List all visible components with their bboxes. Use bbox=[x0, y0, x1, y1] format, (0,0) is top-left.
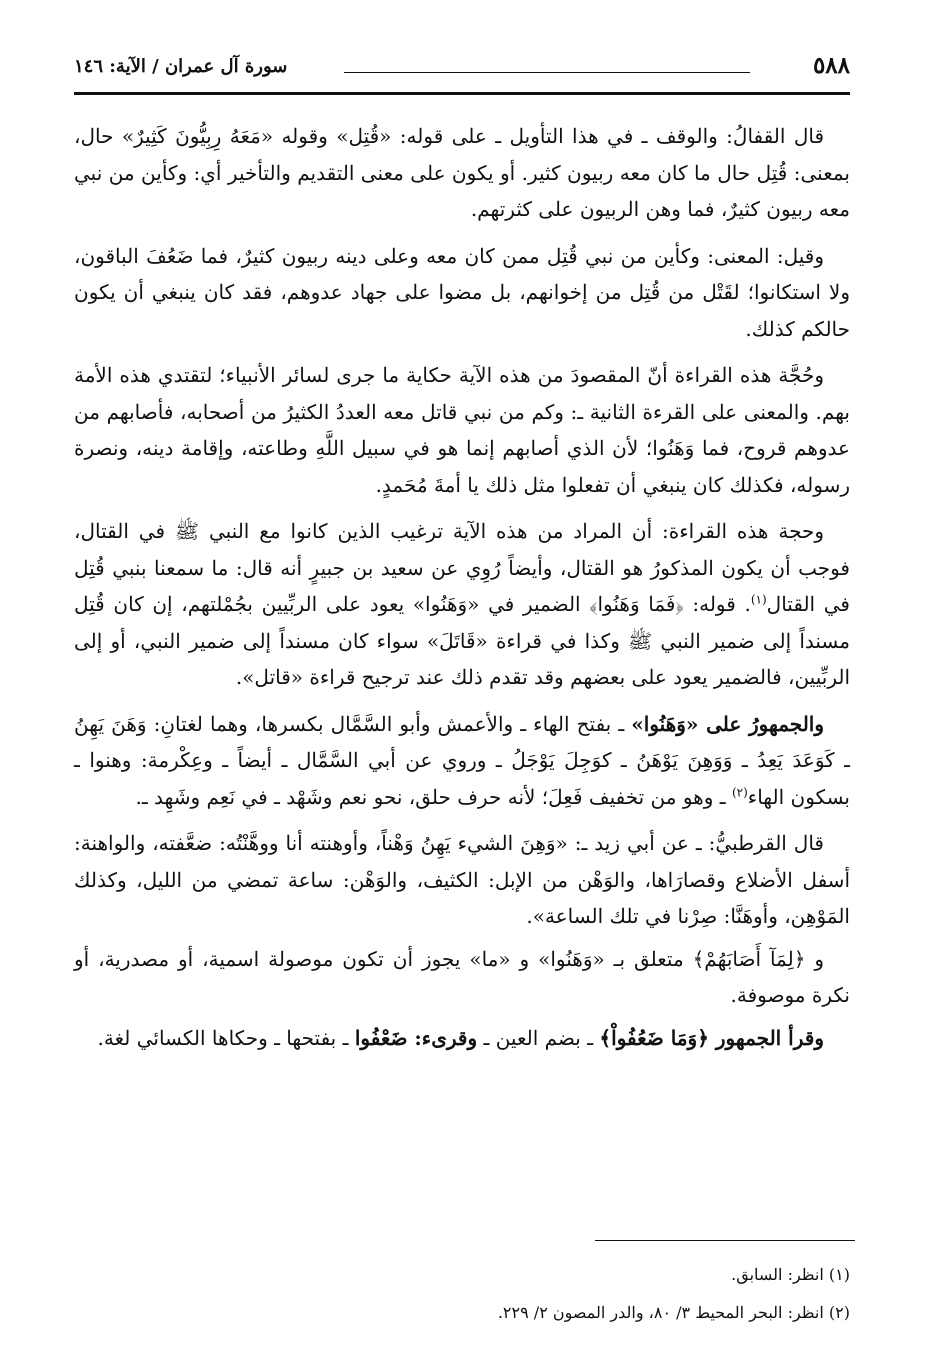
paragraph-4-text-b: . قوله: ﴿فَمَا وَهَنُوا﴾ الضمير في «وَهَنُوا» يعود على الربِّيين بجُمْلتهم، إن كان قُتِل مسنداً إلى ضمير النبي ﷺ وكذا في قراءة «قَاتَلَ» سواء كان مسنداً إلى ضمير النبي، أو إلى الربِّيين، فالضمير يعود على بعضهم وقد تقدم ذلك عند ترجيح قراءة «قاتل». bbox=[74, 592, 850, 689]
main-text bbox=[74, 118, 850, 1066]
page-header bbox=[74, 44, 850, 95]
paragraph-5-lead: والجمهورُ على «وَهَنُوا» bbox=[631, 711, 824, 736]
paragraph-8-text-a: ـ بضم العين ـ bbox=[477, 1025, 600, 1050]
paragraph-7: و ﴿لِمَآ أَصَابَهُمْ﴾ متعلق بـ «وَهَنُوا» و «ما» يجوز أن تكون موصولة اسمية، أو مصدرية، أو نكرة موصوفة. bbox=[74, 946, 850, 1007]
paragraph-4-text-a: وحجة هذه القراءة: أن المراد من هذه الآية ترغيب الذين كانوا مع النبي ﷺ في القتال، فوجب أن يكون المذكورُ هو القتال، وأيضاً رُوِي عن سعيد بن جبيرٍ أنه قال: ما سمعنا بنبي قُتِل في القتال bbox=[74, 519, 850, 616]
footnote-1: (١) انظر: السابق. bbox=[731, 1265, 850, 1284]
footnote-2: (٢) انظر: البحر المحيط ٣/ ٨٠، والدر المصون ٢/ ٢٢٩. bbox=[497, 1303, 850, 1322]
paragraph-3: وحُجَّة هذه القراءة أنّ المقصودَ من هذه الآية حكاية ما جرى لسائر الأنبياء؛ لتقتدي هذه الأمة بهم. والمعنى على القرءة الثانية ـ: وكم من نبي قاتل معه العددُ الكثيرُ من أصحابه، فأصابهم من عدوهم قروح، فما وَهَنُوا؛ لأن الذي أصابهم إنما هو في سبيل اللَّهِ وطاعته، وإقامة دينه، ونصرة رسوله، فكذلك كان ينبغي أن تفعلوا مثل ذلك يا أمةَ مُحَمدٍ. bbox=[74, 363, 850, 497]
paragraph-5 bbox=[74, 706, 850, 816]
footnote-ref-1[interactable]: (١) bbox=[750, 592, 767, 607]
footnotes bbox=[74, 1252, 850, 1328]
paragraph-1: قال القفالُ: والوقف ـ في هذا التأويل ـ على قوله: «قُتِل» وقوله «مَعَهُ رِبِيُّونَ كَثِيرٌ» حال، بمعنى: قُتِل حال ما كان معه ربيون كثير. أو يكون على معنى التقديم والتأخير أي: وكأين من نبي معه ربيون كثيرٌ، فما وهن الربيون على كثرتهم. bbox=[74, 124, 850, 221]
paragraph-8-lead: وقرأ الجمهور ﴿وَمَا ضَعُفُواْ﴾ bbox=[599, 1025, 824, 1050]
paragraph-6: قال القرطبيُّ: ـ عن أبي زيد ـ: «وَهِنَ الشيء يَهِنُ وَهْناً، وأوهنته أنا ووهَّنْتُه: ضعَّفته، والواهنة: أسفل الأضلاع وقصارَاها، والوَهْن من الإبل: الكثيف، والوَهْن: ساعة تمضي من الليل، وكذلك المَوْهِن، وأوهَنَّا: صِرْنا في تلك الساعة». bbox=[74, 831, 850, 928]
paragraph-8 bbox=[74, 1020, 850, 1057]
surah-title: سورة آل عمران / الآية: ١٤٦ bbox=[74, 56, 288, 77]
page-number: ٥٨٨ bbox=[812, 52, 850, 79]
footnote-ref-2[interactable]: (٢) bbox=[731, 784, 748, 799]
paragraph-8-text-b: ـ بفتحها ـ وحكاها الكسائي لغة. bbox=[97, 1025, 355, 1050]
footnote-divider bbox=[595, 1240, 855, 1241]
paragraph-8-lead-2: وقرىء: ضَعْفُوا bbox=[354, 1025, 478, 1050]
paragraph-5-text-a: ـ بفتح الهاء ـ والأعمش وأبو السَّمَّال بكسرها، وهما لغتانِ: وَهَنَ يَهِنُ ـ كَوَعَدَ يَعِدُ ـ وَوَهِنَ يَوْهَنُ ـ كوَجِلَ يَوْجَلُ ـ وروي عن أبي السَّمَّال ـ أيضاً ـ وعِكْرمة: وهنوا ـ بسكون الهاء bbox=[74, 711, 850, 809]
paragraph-5-text-b: ـ وهو من تخفيف فَعِلَ؛ لأنه حرف حلق، نحو نعم وشَهْد ـ في نَعِم وشَهِد ـ. bbox=[135, 784, 732, 809]
paragraph-4 bbox=[74, 513, 850, 696]
paragraph-2: وقيل: المعنى: وكأين من نبي قُتِل ممن كان معه وعلى دينه ربيون كثيرٌ، فما ضَعُفَ الباقون، ولا استكانوا؛ لقَتْل من قُتِل من إخوانهم، بل مضوا على جهاد عدوهم، فقد كان ينبغي أن يكون حالكم كذلك. bbox=[74, 243, 850, 341]
header-divider bbox=[344, 72, 750, 73]
